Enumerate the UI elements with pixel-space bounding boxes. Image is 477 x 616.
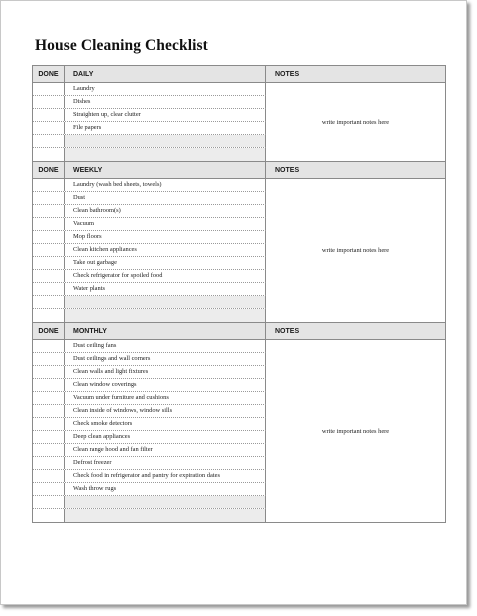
- task-text: Straighten up, clear clutter: [65, 109, 266, 121]
- task-text: Dust ceiling fans: [65, 340, 266, 352]
- done-checkbox-cell[interactable]: [33, 457, 65, 469]
- notes-placeholder: write important notes here: [321, 427, 390, 435]
- done-checkbox-cell[interactable]: [33, 192, 65, 204]
- task-text: Clean range hood and fan filter: [65, 444, 266, 456]
- table-row: [33, 392, 266, 405]
- section-daily: [32, 65, 446, 161]
- table-row: [33, 179, 266, 192]
- done-checkbox-cell[interactable]: [33, 109, 65, 121]
- section-header: [33, 323, 445, 340]
- table-row: [33, 353, 266, 366]
- table-row: [33, 205, 266, 218]
- task-text: Wash throw rugs: [65, 483, 266, 495]
- notes-area[interactable]: [266, 83, 445, 161]
- done-checkbox-cell[interactable]: [33, 366, 65, 378]
- task-text: Vacuum: [65, 218, 266, 230]
- task-text: [65, 135, 266, 147]
- done-checkbox-cell[interactable]: [33, 444, 65, 456]
- table-row: [33, 270, 266, 283]
- task-text: Water plants: [65, 283, 266, 295]
- task-text: Mop floors: [65, 231, 266, 243]
- task-text: Clean window coverings: [65, 379, 266, 391]
- task-text: Dust: [65, 192, 266, 204]
- table-row: [33, 379, 266, 392]
- task-text: Laundry: [65, 83, 266, 95]
- task-text: Check smoke detectors: [65, 418, 266, 430]
- task-text: Vacuum under furniture and cushions: [65, 392, 266, 404]
- done-checkbox-cell[interactable]: [33, 431, 65, 443]
- table-row: [33, 96, 266, 109]
- task-text: Check food in refrigerator and pantry for expiration dates: [65, 470, 266, 482]
- section-weekly: [32, 161, 446, 322]
- task-text: [65, 496, 266, 508]
- task-text: Clean bathroom(s): [65, 205, 266, 217]
- table-row: [33, 457, 266, 470]
- done-checkbox-cell[interactable]: [33, 83, 65, 95]
- table-row: [33, 109, 266, 122]
- task-text: [65, 296, 266, 308]
- task-text: [65, 509, 266, 522]
- table-row: [33, 135, 266, 148]
- task-text: Clean walls and light fixtures: [65, 366, 266, 378]
- task-text: Check refrigerator for spoiled food: [65, 270, 266, 282]
- table-row: [33, 340, 266, 353]
- task-text: Dishes: [65, 96, 266, 108]
- table-row: [33, 231, 266, 244]
- done-checkbox-cell[interactable]: [33, 122, 65, 134]
- done-checkbox-cell[interactable]: [33, 379, 65, 391]
- done-column-header: DONE: [33, 323, 65, 339]
- table-row: [33, 483, 266, 496]
- table-row: [33, 496, 266, 509]
- table-row: [33, 122, 266, 135]
- section-header: [33, 66, 445, 83]
- done-checkbox-cell[interactable]: [33, 509, 65, 522]
- task-text: [65, 309, 266, 322]
- notes-placeholder: write important notes here: [321, 118, 390, 126]
- section-name: DAILY: [65, 66, 266, 82]
- table-row: [33, 257, 266, 270]
- done-checkbox-cell[interactable]: [33, 205, 65, 217]
- done-checkbox-cell[interactable]: [33, 179, 65, 191]
- task-text: Clean kitchen appliances: [65, 244, 266, 256]
- table-row: [33, 83, 266, 96]
- done-checkbox-cell[interactable]: [33, 218, 65, 230]
- done-checkbox-cell[interactable]: [33, 270, 65, 282]
- done-checkbox-cell[interactable]: [33, 470, 65, 482]
- done-checkbox-cell[interactable]: [33, 283, 65, 295]
- notes-area[interactable]: [266, 179, 445, 322]
- table-row: [33, 218, 266, 231]
- table-row: [33, 148, 266, 161]
- table-row: [33, 509, 266, 522]
- done-checkbox-cell[interactable]: [33, 353, 65, 365]
- task-text: Defrost freezer: [65, 457, 266, 469]
- notes-column-header: NOTES: [275, 70, 300, 78]
- done-column-header: DONE: [33, 66, 65, 82]
- task-text: Laundry (wash bed sheets, towels): [65, 179, 266, 191]
- task-text: Dust ceilings and wall corners: [65, 353, 266, 365]
- done-checkbox-cell[interactable]: [33, 148, 65, 161]
- done-checkbox-cell[interactable]: [33, 296, 65, 308]
- table-row: [33, 470, 266, 483]
- table-row: [33, 366, 266, 379]
- section-header: [33, 162, 445, 179]
- done-checkbox-cell[interactable]: [33, 392, 65, 404]
- done-checkbox-cell[interactable]: [33, 483, 65, 495]
- table-row: [33, 244, 266, 257]
- section-monthly: [32, 322, 446, 523]
- notes-area[interactable]: [266, 340, 445, 522]
- done-checkbox-cell[interactable]: [33, 340, 65, 352]
- table-row: [33, 296, 266, 309]
- done-checkbox-cell[interactable]: [33, 231, 65, 243]
- table-row: [33, 444, 266, 457]
- section-name: MONTHLY: [65, 323, 266, 339]
- notes-column-header: NOTES: [275, 327, 300, 335]
- done-checkbox-cell[interactable]: [33, 96, 65, 108]
- task-text: File papers: [65, 122, 266, 134]
- table-row: [33, 405, 266, 418]
- section-name: WEEKLY: [65, 162, 266, 178]
- table-row: [33, 283, 266, 296]
- task-text: Deep clean appliances: [65, 431, 266, 443]
- notes-placeholder: write important notes here: [321, 247, 390, 254]
- page-title: House Cleaning Checklist: [35, 37, 208, 54]
- table-row: [33, 431, 266, 444]
- table-row: [33, 309, 266, 322]
- task-text: Take out garbage: [65, 257, 266, 269]
- notes-column-header: NOTES: [275, 166, 300, 174]
- done-checkbox-cell[interactable]: [33, 496, 65, 508]
- done-column-header: DONE: [33, 162, 65, 178]
- table-row: [33, 192, 266, 205]
- task-text: [65, 148, 266, 161]
- done-checkbox-cell[interactable]: [33, 257, 65, 269]
- task-text: Clean inside of windows, window sills: [65, 405, 266, 417]
- done-checkbox-cell[interactable]: [33, 135, 65, 147]
- done-checkbox-cell[interactable]: [33, 244, 65, 256]
- done-checkbox-cell[interactable]: [33, 418, 65, 430]
- done-checkbox-cell[interactable]: [33, 309, 65, 322]
- table-row: [33, 418, 266, 431]
- done-checkbox-cell[interactable]: [33, 405, 65, 417]
- checklist-table: [32, 65, 446, 523]
